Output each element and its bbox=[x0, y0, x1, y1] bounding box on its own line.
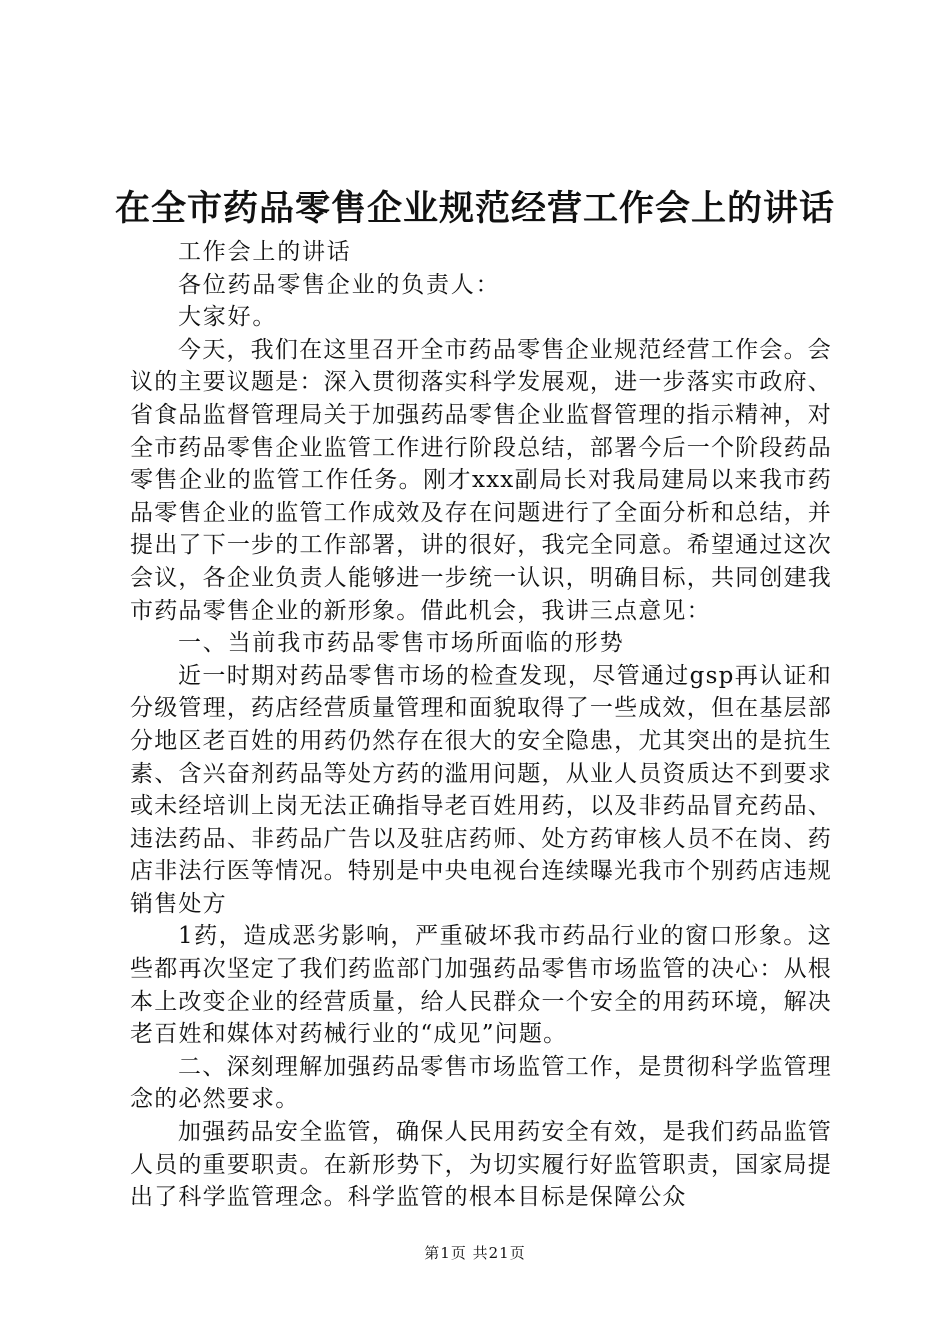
paragraph-impact: 1药，造成恶劣影响，严重破坏我市药品行业的窗口形象。这些都再次坚定了我们药监部门加强药品零售市场监管的决心：从根本上改变企业的经营质量，给人民群众一个安全的用药环境，解决老百姓和媒体对药械行业的“成见”问题。 bbox=[130, 923, 832, 1048]
paragraph-subtitle: 工作会上的讲话 bbox=[178, 239, 352, 265]
paragraph-situation: 近一时期对药品零售市场的检查发现，尽管通过gsp再认证和分级管理，药店经营质量管理和面貌取得了一些成效，但在基层部分地区老百姓的用药仍然存在很大的安全隐患，尤其突出的是抗生素、含兴奋剂药品等处方药的滥用问题，从业人员资质达不到要求或未经培训上岗无法正确指导老百姓用药，以及非药品冒充药品、违法药品、非药品广告以及驻店药师、处方药审核人员不在岗、药店非法行医等情况。特别是中央电视台连续曝光我市个别药店违规销售处方 bbox=[130, 662, 832, 917]
section-heading-2: 二、深刻理解加强药品零售市场监管工作，是贯彻科学监管理念的必然要求。 bbox=[130, 1053, 832, 1113]
paragraph-salutation: 各位药品零售企业的负责人： bbox=[178, 271, 501, 298]
paragraph-greeting: 大家好。 bbox=[178, 304, 278, 331]
page-number-footer: 第1页 共21页 bbox=[424, 1244, 526, 1262]
paragraph-supervision: 加强药品安全监管，确保人民用药安全有效，是我们药品监管人员的重要职责。在新形势下，为切实履行好监管职责，国家局提出了科学监管理念。科学监管的根本目标是保障公众 bbox=[130, 1119, 832, 1211]
document-body bbox=[130, 236, 832, 1214]
paragraph-intro: 今天，我们在这里召开全市药品零售企业规范经营工作会。会议的主要议题是：深入贯彻落实科学发展观，进一步落实市政府、省食品监督管理局关于加强药品零售企业监督管理的指示精神，对全市药品零售企业监管工作进行阶段总结，部署今后一个阶段药品零售企业的监管工作任务。刚才xxx副局长对我局建局以来我市药品零售企业的监管工作成效及存在问题进行了全面分析和总结，并提出了下一步的工作部署，讲的很好，我完全同意。希望通过这次会议，各企业负责人能够进一步统一认识，明确目标，共同创建我市药品零售企业的新形象。借此机会，我讲三点意见： bbox=[130, 336, 832, 624]
document-title: 在全市药品零售企业规范经营工作会上的讲话 bbox=[114, 188, 835, 229]
section-heading-1: 一、当前我市药品零售市场所面临的形势 bbox=[178, 630, 625, 657]
